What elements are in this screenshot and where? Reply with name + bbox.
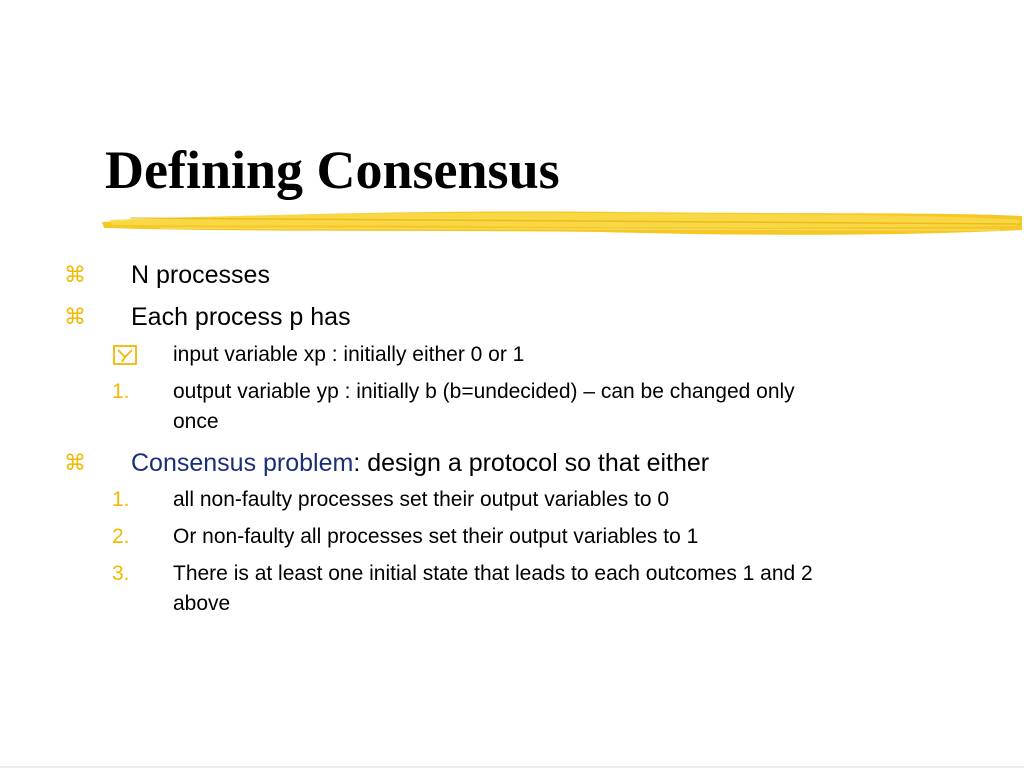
subbullet-text-line2: once <box>173 410 219 433</box>
numbered-item-text: all non-faulty processes set their output variables to 0 <box>173 488 670 511</box>
bullet-text: N processes <box>131 261 270 289</box>
number-marker: 3. <box>112 562 130 585</box>
slide-title: Defining Consensus <box>105 140 560 200</box>
number-marker: 1. <box>112 380 130 403</box>
subbullet-text-line1: output variable yp : initially b (b=undecided) – can be changed only <box>173 380 795 403</box>
numbered-item-text-line1: There is at least one initial state that leads to each outcomes 1 and 2 <box>173 562 813 585</box>
highlighted-term: Consensus problem <box>131 449 354 477</box>
title-brush-underline <box>100 200 1024 240</box>
numbered-item-text: Or non-faulty all processes set their output variables to 1 <box>173 525 699 548</box>
command-key-icon: ⌘ <box>64 304 86 329</box>
bullet-text <box>131 448 709 478</box>
bullet-text-rest: : design a protocol so that either <box>353 449 710 477</box>
checkbox-y-icon <box>113 344 137 374</box>
command-key-icon: ⌘ <box>64 262 86 287</box>
command-key-icon: ⌘ <box>64 450 86 475</box>
numbered-item-text-line2: above <box>173 592 231 615</box>
number-marker: 1. <box>112 488 130 511</box>
subbullet-text: input variable xp : initially either 0 or 1 <box>173 343 525 366</box>
bullet-text: Each process p has <box>131 303 351 331</box>
number-marker: 2. <box>112 525 130 548</box>
